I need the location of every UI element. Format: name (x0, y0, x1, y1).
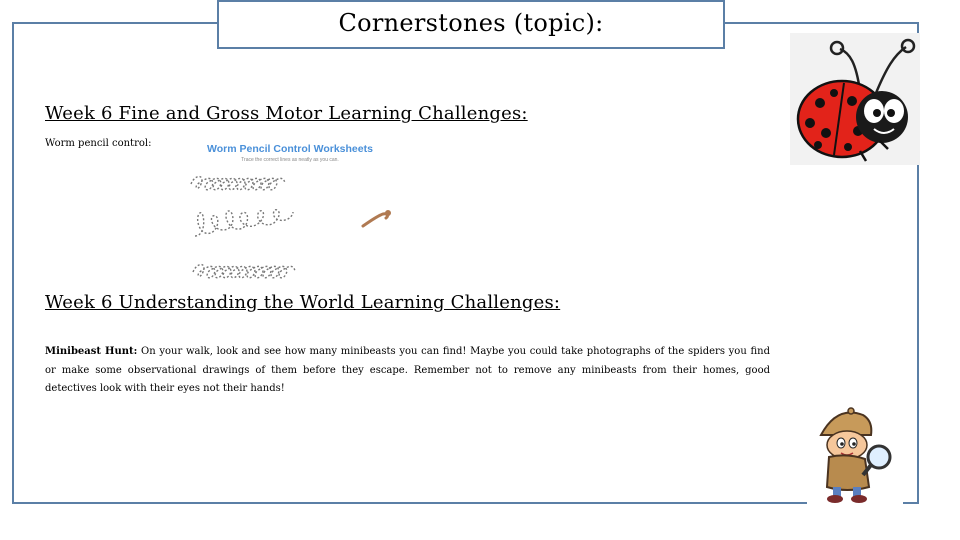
page-title: Cornerstones (topic): (217, 0, 725, 49)
content-frame (12, 22, 919, 504)
section-heading-world: Week 6 Understanding the World Learning Challenges: (45, 292, 561, 313)
worksheet-title: Worm Pencil Control Worksheets (207, 143, 373, 155)
worm-worksheet-image (185, 140, 400, 282)
worm-pencil-label: Worm pencil control: (45, 138, 152, 149)
minibeast-label: Minibeast Hunt: (45, 346, 138, 357)
ladybug-image (790, 33, 920, 165)
section-heading-motor: Week 6 Fine and Gross Motor Learning Challenges: (45, 103, 528, 124)
detective-image (807, 405, 903, 505)
detective-icon (807, 405, 903, 505)
worksheet-subtitle: Trace the correct lines as neatly as you can. (241, 157, 339, 163)
minibeast-text: On your walk, look and see how many minibeasts you can find! Maybe you could take photographs of the spiders you find or make some observational drawings of them before they escape. Remember not to remove any minibeasts from their homes, good detectives look with their eyes not their hands! (45, 346, 770, 394)
ladybug-icon (790, 33, 920, 165)
minibeast-paragraph (45, 343, 770, 399)
worm-icon (385, 210, 391, 216)
